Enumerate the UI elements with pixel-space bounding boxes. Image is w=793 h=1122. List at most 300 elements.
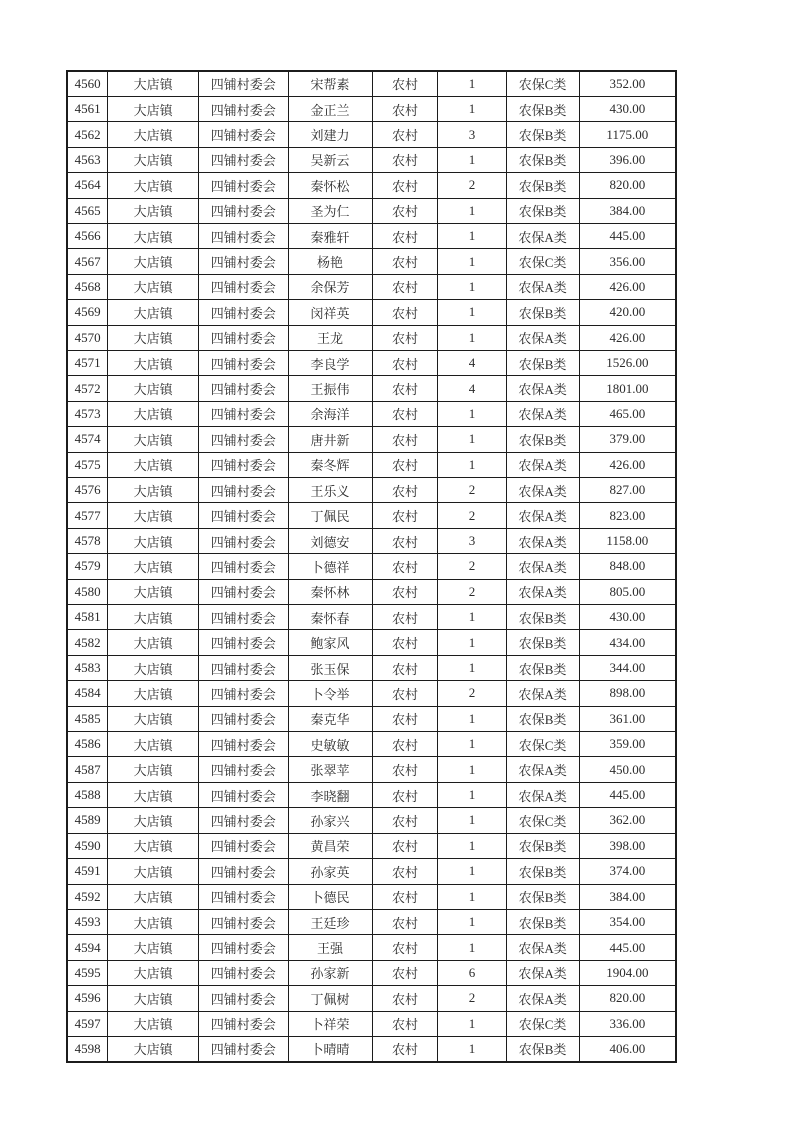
cell-person-count: 1 — [438, 249, 506, 274]
cell-residence-type: 农村 — [372, 655, 438, 680]
cell-insurance-category: 农保B类 — [506, 147, 579, 172]
cell-person-count: 2 — [438, 579, 506, 604]
cell-serial-number: 4560 — [67, 71, 108, 96]
cell-village-committee: 四铺村委会 — [199, 300, 289, 325]
table-row — [67, 630, 676, 655]
cell-insurance-category: 农保C类 — [506, 249, 579, 274]
cell-amount: 379.00 — [579, 427, 676, 452]
cell-person-count: 1 — [438, 325, 506, 350]
table-row — [67, 249, 676, 274]
cell-residence-type: 农村 — [372, 630, 438, 655]
cell-town: 大店镇 — [108, 935, 199, 960]
cell-residence-type: 农村 — [372, 605, 438, 630]
table-row — [67, 528, 676, 553]
cell-person-count: 2 — [438, 173, 506, 198]
table-row — [67, 274, 676, 299]
cell-village-committee: 四铺村委会 — [199, 833, 289, 858]
cell-person-name: 秦克华 — [288, 706, 372, 731]
cell-village-committee: 四铺村委会 — [199, 909, 289, 934]
cell-town: 大店镇 — [108, 198, 199, 223]
cell-serial-number: 4588 — [67, 782, 108, 807]
cell-village-committee: 四铺村委会 — [199, 554, 289, 579]
cell-town: 大店镇 — [108, 300, 199, 325]
cell-person-count: 1 — [438, 655, 506, 680]
cell-residence-type: 农村 — [372, 503, 438, 528]
cell-insurance-category: 农保A类 — [506, 223, 579, 248]
cell-village-committee: 四铺村委会 — [199, 376, 289, 401]
cell-residence-type: 农村 — [372, 173, 438, 198]
cell-town: 大店镇 — [108, 401, 199, 426]
cell-amount: 434.00 — [579, 630, 676, 655]
table-row — [67, 122, 676, 147]
cell-town: 大店镇 — [108, 960, 199, 985]
cell-person-name: 秦怀春 — [288, 605, 372, 630]
cell-amount: 426.00 — [579, 452, 676, 477]
cell-amount: 352.00 — [579, 71, 676, 96]
cell-village-committee: 四铺村委会 — [199, 249, 289, 274]
cell-town: 大店镇 — [108, 325, 199, 350]
cell-person-count: 1 — [438, 147, 506, 172]
cell-residence-type: 农村 — [372, 986, 438, 1011]
cell-insurance-category: 农保B类 — [506, 427, 579, 452]
cell-amount: 426.00 — [579, 274, 676, 299]
cell-insurance-category: 农保B类 — [506, 605, 579, 630]
table-row — [67, 757, 676, 782]
cell-serial-number: 4567 — [67, 249, 108, 274]
cell-residence-type: 农村 — [372, 223, 438, 248]
cell-person-count: 2 — [438, 503, 506, 528]
cell-person-count: 6 — [438, 960, 506, 985]
cell-village-committee: 四铺村委会 — [199, 706, 289, 731]
table-row — [67, 427, 676, 452]
table-body — [67, 71, 676, 1062]
cell-serial-number: 4585 — [67, 706, 108, 731]
cell-serial-number: 4598 — [67, 1036, 108, 1061]
cell-residence-type: 农村 — [372, 249, 438, 274]
cell-serial-number: 4562 — [67, 122, 108, 147]
cell-person-count: 1 — [438, 706, 506, 731]
cell-person-name: 王振伟 — [288, 376, 372, 401]
table-row — [67, 503, 676, 528]
cell-amount: 374.00 — [579, 859, 676, 884]
cell-serial-number: 4586 — [67, 732, 108, 757]
cell-amount: 420.00 — [579, 300, 676, 325]
cell-person-name: 黄昌荣 — [288, 833, 372, 858]
cell-person-name: 史敏敏 — [288, 732, 372, 757]
cell-person-count: 1 — [438, 630, 506, 655]
table-row — [67, 605, 676, 630]
cell-person-name: 丁佩民 — [288, 503, 372, 528]
cell-town: 大店镇 — [108, 884, 199, 909]
cell-town: 大店镇 — [108, 681, 199, 706]
cell-person-count: 1 — [438, 71, 506, 96]
cell-insurance-category: 农保B类 — [506, 884, 579, 909]
cell-serial-number: 4581 — [67, 605, 108, 630]
cell-person-name: 卜德民 — [288, 884, 372, 909]
cell-amount: 1801.00 — [579, 376, 676, 401]
cell-village-committee: 四铺村委会 — [199, 528, 289, 553]
cell-serial-number: 4590 — [67, 833, 108, 858]
cell-insurance-category: 农保B类 — [506, 1036, 579, 1061]
cell-village-committee: 四铺村委会 — [199, 782, 289, 807]
cell-residence-type: 农村 — [372, 1036, 438, 1061]
beneficiary-table — [66, 70, 677, 1063]
table-row — [67, 325, 676, 350]
cell-town: 大店镇 — [108, 147, 199, 172]
cell-village-committee: 四铺村委会 — [199, 173, 289, 198]
cell-residence-type: 农村 — [372, 935, 438, 960]
cell-insurance-category: 农保A类 — [506, 325, 579, 350]
cell-amount: 406.00 — [579, 1036, 676, 1061]
cell-town: 大店镇 — [108, 223, 199, 248]
cell-amount: 344.00 — [579, 655, 676, 680]
cell-person-count: 1 — [438, 300, 506, 325]
cell-residence-type: 农村 — [372, 884, 438, 909]
cell-town: 大店镇 — [108, 732, 199, 757]
table-row — [67, 223, 676, 248]
cell-village-committee: 四铺村委会 — [199, 1011, 289, 1036]
cell-insurance-category: 农保C类 — [506, 808, 579, 833]
cell-town: 大店镇 — [108, 986, 199, 1011]
cell-town: 大店镇 — [108, 122, 199, 147]
table-row — [67, 401, 676, 426]
cell-person-name: 刘德安 — [288, 528, 372, 553]
cell-residence-type: 农村 — [372, 579, 438, 604]
cell-person-count: 1 — [438, 935, 506, 960]
cell-amount: 359.00 — [579, 732, 676, 757]
cell-town: 大店镇 — [108, 249, 199, 274]
cell-amount: 445.00 — [579, 223, 676, 248]
cell-residence-type: 农村 — [372, 808, 438, 833]
cell-person-count: 1 — [438, 427, 506, 452]
cell-person-name: 李晓翻 — [288, 782, 372, 807]
cell-town: 大店镇 — [108, 96, 199, 121]
cell-amount: 398.00 — [579, 833, 676, 858]
cell-amount: 450.00 — [579, 757, 676, 782]
cell-town: 大店镇 — [108, 1011, 199, 1036]
cell-person-count: 3 — [438, 528, 506, 553]
cell-residence-type: 农村 — [372, 350, 438, 375]
cell-person-name: 吴新云 — [288, 147, 372, 172]
cell-serial-number: 4571 — [67, 350, 108, 375]
cell-person-count: 1 — [438, 859, 506, 884]
table-row — [67, 859, 676, 884]
cell-serial-number: 4583 — [67, 655, 108, 680]
cell-village-committee: 四铺村委会 — [199, 350, 289, 375]
cell-person-name: 王乐义 — [288, 478, 372, 503]
cell-amount: 445.00 — [579, 782, 676, 807]
cell-insurance-category: 农保A类 — [506, 274, 579, 299]
cell-town: 大店镇 — [108, 554, 199, 579]
table-row — [67, 198, 676, 223]
cell-insurance-category: 农保C类 — [506, 732, 579, 757]
table-row — [67, 350, 676, 375]
cell-village-committee: 四铺村委会 — [199, 884, 289, 909]
cell-insurance-category: 农保B类 — [506, 859, 579, 884]
cell-village-committee: 四铺村委会 — [199, 478, 289, 503]
cell-serial-number: 4576 — [67, 478, 108, 503]
cell-town: 大店镇 — [108, 528, 199, 553]
cell-village-committee: 四铺村委会 — [199, 655, 289, 680]
table-row — [67, 884, 676, 909]
cell-amount: 465.00 — [579, 401, 676, 426]
cell-amount: 354.00 — [579, 909, 676, 934]
cell-person-count: 2 — [438, 554, 506, 579]
cell-residence-type: 农村 — [372, 706, 438, 731]
cell-town: 大店镇 — [108, 859, 199, 884]
cell-person-count: 1 — [438, 732, 506, 757]
cell-person-name: 秦冬辉 — [288, 452, 372, 477]
table-row — [67, 173, 676, 198]
table-row — [67, 706, 676, 731]
cell-village-committee: 四铺村委会 — [199, 401, 289, 426]
cell-insurance-category: 农保A类 — [506, 376, 579, 401]
cell-person-name: 孙家英 — [288, 859, 372, 884]
cell-serial-number: 4572 — [67, 376, 108, 401]
cell-insurance-category: 农保B类 — [506, 655, 579, 680]
cell-person-count: 2 — [438, 681, 506, 706]
cell-amount: 1526.00 — [579, 350, 676, 375]
cell-serial-number: 4577 — [67, 503, 108, 528]
table-row — [67, 1036, 676, 1061]
cell-person-name: 秦雅轩 — [288, 223, 372, 248]
cell-town: 大店镇 — [108, 350, 199, 375]
cell-person-count: 1 — [438, 884, 506, 909]
cell-residence-type: 农村 — [372, 554, 438, 579]
cell-person-name: 余保芳 — [288, 274, 372, 299]
cell-insurance-category: 农保B类 — [506, 909, 579, 934]
cell-village-committee: 四铺村委会 — [199, 935, 289, 960]
cell-person-count: 1 — [438, 909, 506, 934]
cell-residence-type: 农村 — [372, 732, 438, 757]
cell-residence-type: 农村 — [372, 300, 438, 325]
cell-serial-number: 4564 — [67, 173, 108, 198]
cell-serial-number: 4561 — [67, 96, 108, 121]
table-row — [67, 478, 676, 503]
cell-town: 大店镇 — [108, 808, 199, 833]
cell-insurance-category: 农保A类 — [506, 478, 579, 503]
cell-person-count: 1 — [438, 223, 506, 248]
cell-insurance-category: 农保A类 — [506, 935, 579, 960]
cell-town: 大店镇 — [108, 503, 199, 528]
cell-person-count: 1 — [438, 401, 506, 426]
cell-insurance-category: 农保C类 — [506, 71, 579, 96]
cell-village-committee: 四铺村委会 — [199, 630, 289, 655]
cell-person-name: 王强 — [288, 935, 372, 960]
cell-person-name: 秦怀林 — [288, 579, 372, 604]
cell-insurance-category: 农保A类 — [506, 757, 579, 782]
cell-town: 大店镇 — [108, 452, 199, 477]
cell-insurance-category: 农保B类 — [506, 630, 579, 655]
cell-residence-type: 农村 — [372, 757, 438, 782]
cell-residence-type: 农村 — [372, 528, 438, 553]
cell-person-count: 1 — [438, 274, 506, 299]
cell-village-committee: 四铺村委会 — [199, 808, 289, 833]
cell-residence-type: 农村 — [372, 681, 438, 706]
cell-residence-type: 农村 — [372, 274, 438, 299]
cell-person-name: 王龙 — [288, 325, 372, 350]
cell-insurance-category: 农保A类 — [506, 528, 579, 553]
cell-residence-type: 农村 — [372, 1011, 438, 1036]
cell-person-name: 金正兰 — [288, 96, 372, 121]
cell-amount: 356.00 — [579, 249, 676, 274]
cell-residence-type: 农村 — [372, 122, 438, 147]
table-row — [67, 554, 676, 579]
cell-residence-type: 农村 — [372, 859, 438, 884]
cell-residence-type: 农村 — [372, 96, 438, 121]
cell-amount: 1175.00 — [579, 122, 676, 147]
cell-serial-number: 4597 — [67, 1011, 108, 1036]
table-row — [67, 655, 676, 680]
cell-serial-number: 4582 — [67, 630, 108, 655]
table-row — [67, 960, 676, 985]
table-row — [67, 935, 676, 960]
table-row — [67, 732, 676, 757]
cell-town: 大店镇 — [108, 376, 199, 401]
table-row — [67, 681, 676, 706]
cell-person-name: 张翠苹 — [288, 757, 372, 782]
cell-amount: 426.00 — [579, 325, 676, 350]
table-row — [67, 782, 676, 807]
cell-serial-number: 4579 — [67, 554, 108, 579]
cell-residence-type: 农村 — [372, 909, 438, 934]
cell-person-count: 1 — [438, 1011, 506, 1036]
table-row — [67, 986, 676, 1011]
cell-serial-number: 4587 — [67, 757, 108, 782]
cell-person-count: 1 — [438, 757, 506, 782]
cell-village-committee: 四铺村委会 — [199, 223, 289, 248]
cell-town: 大店镇 — [108, 909, 199, 934]
cell-person-name: 圣为仁 — [288, 198, 372, 223]
cell-residence-type: 农村 — [372, 376, 438, 401]
cell-town: 大店镇 — [108, 427, 199, 452]
cell-town: 大店镇 — [108, 1036, 199, 1061]
cell-person-name: 宋帮素 — [288, 71, 372, 96]
cell-insurance-category: 农保A类 — [506, 681, 579, 706]
cell-amount: 396.00 — [579, 147, 676, 172]
cell-residence-type: 农村 — [372, 427, 438, 452]
cell-person-name: 杨艳 — [288, 249, 372, 274]
table-row — [67, 1011, 676, 1036]
cell-serial-number: 4565 — [67, 198, 108, 223]
cell-serial-number: 4580 — [67, 579, 108, 604]
cell-insurance-category: 农保A类 — [506, 782, 579, 807]
cell-serial-number: 4574 — [67, 427, 108, 452]
cell-amount: 898.00 — [579, 681, 676, 706]
cell-amount: 445.00 — [579, 935, 676, 960]
cell-person-count: 1 — [438, 605, 506, 630]
cell-person-name: 李良学 — [288, 350, 372, 375]
table-row — [67, 96, 676, 121]
cell-serial-number: 4593 — [67, 909, 108, 934]
cell-amount: 1904.00 — [579, 960, 676, 985]
cell-insurance-category: 农保B类 — [506, 173, 579, 198]
cell-serial-number: 4573 — [67, 401, 108, 426]
cell-serial-number: 4589 — [67, 808, 108, 833]
cell-insurance-category: 农保A类 — [506, 960, 579, 985]
cell-insurance-category: 农保A类 — [506, 401, 579, 426]
cell-village-committee: 四铺村委会 — [199, 325, 289, 350]
cell-serial-number: 4595 — [67, 960, 108, 985]
cell-serial-number: 4569 — [67, 300, 108, 325]
cell-serial-number: 4575 — [67, 452, 108, 477]
table-row — [67, 300, 676, 325]
cell-person-count: 1 — [438, 782, 506, 807]
cell-person-count: 1 — [438, 198, 506, 223]
cell-town: 大店镇 — [108, 706, 199, 731]
cell-amount: 362.00 — [579, 808, 676, 833]
cell-person-name: 刘建力 — [288, 122, 372, 147]
cell-person-name: 张玉保 — [288, 655, 372, 680]
cell-serial-number: 4591 — [67, 859, 108, 884]
cell-person-name: 孙家新 — [288, 960, 372, 985]
cell-person-name: 卜晴晴 — [288, 1036, 372, 1061]
cell-village-committee: 四铺村委会 — [199, 198, 289, 223]
cell-insurance-category: 农保A类 — [506, 503, 579, 528]
cell-person-name: 唐井新 — [288, 427, 372, 452]
cell-serial-number: 4568 — [67, 274, 108, 299]
cell-insurance-category: 农保B类 — [506, 300, 579, 325]
cell-person-name: 鲍家风 — [288, 630, 372, 655]
cell-village-committee: 四铺村委会 — [199, 427, 289, 452]
cell-person-count: 1 — [438, 833, 506, 858]
table-row — [67, 808, 676, 833]
cell-village-committee: 四铺村委会 — [199, 96, 289, 121]
cell-residence-type: 农村 — [372, 147, 438, 172]
cell-person-count: 1 — [438, 1036, 506, 1061]
cell-amount: 820.00 — [579, 173, 676, 198]
cell-person-name: 卜令举 — [288, 681, 372, 706]
cell-residence-type: 农村 — [372, 833, 438, 858]
cell-amount: 384.00 — [579, 198, 676, 223]
cell-town: 大店镇 — [108, 173, 199, 198]
cell-residence-type: 农村 — [372, 401, 438, 426]
cell-village-committee: 四铺村委会 — [199, 605, 289, 630]
cell-person-count: 4 — [438, 376, 506, 401]
cell-residence-type: 农村 — [372, 960, 438, 985]
cell-insurance-category: 农保A类 — [506, 986, 579, 1011]
cell-residence-type: 农村 — [372, 71, 438, 96]
cell-village-committee: 四铺村委会 — [199, 960, 289, 985]
cell-town: 大店镇 — [108, 579, 199, 604]
cell-insurance-category: 农保B类 — [506, 96, 579, 121]
cell-village-committee: 四铺村委会 — [199, 503, 289, 528]
cell-serial-number: 4566 — [67, 223, 108, 248]
cell-amount: 823.00 — [579, 503, 676, 528]
cell-insurance-category: 农保B类 — [506, 706, 579, 731]
cell-town: 大店镇 — [108, 274, 199, 299]
cell-person-name: 闵祥英 — [288, 300, 372, 325]
cell-residence-type: 农村 — [372, 782, 438, 807]
cell-insurance-category: 农保A类 — [506, 554, 579, 579]
cell-person-count: 4 — [438, 350, 506, 375]
cell-person-count: 1 — [438, 96, 506, 121]
cell-town: 大店镇 — [108, 655, 199, 680]
cell-residence-type: 农村 — [372, 325, 438, 350]
cell-person-name: 卜祥荣 — [288, 1011, 372, 1036]
table-row — [67, 71, 676, 96]
cell-town: 大店镇 — [108, 833, 199, 858]
cell-village-committee: 四铺村委会 — [199, 122, 289, 147]
cell-serial-number: 4584 — [67, 681, 108, 706]
cell-insurance-category: 农保B类 — [506, 198, 579, 223]
cell-amount: 1158.00 — [579, 528, 676, 553]
cell-village-committee: 四铺村委会 — [199, 859, 289, 884]
cell-serial-number: 4563 — [67, 147, 108, 172]
cell-town: 大店镇 — [108, 605, 199, 630]
table-row — [67, 833, 676, 858]
cell-residence-type: 农村 — [372, 478, 438, 503]
